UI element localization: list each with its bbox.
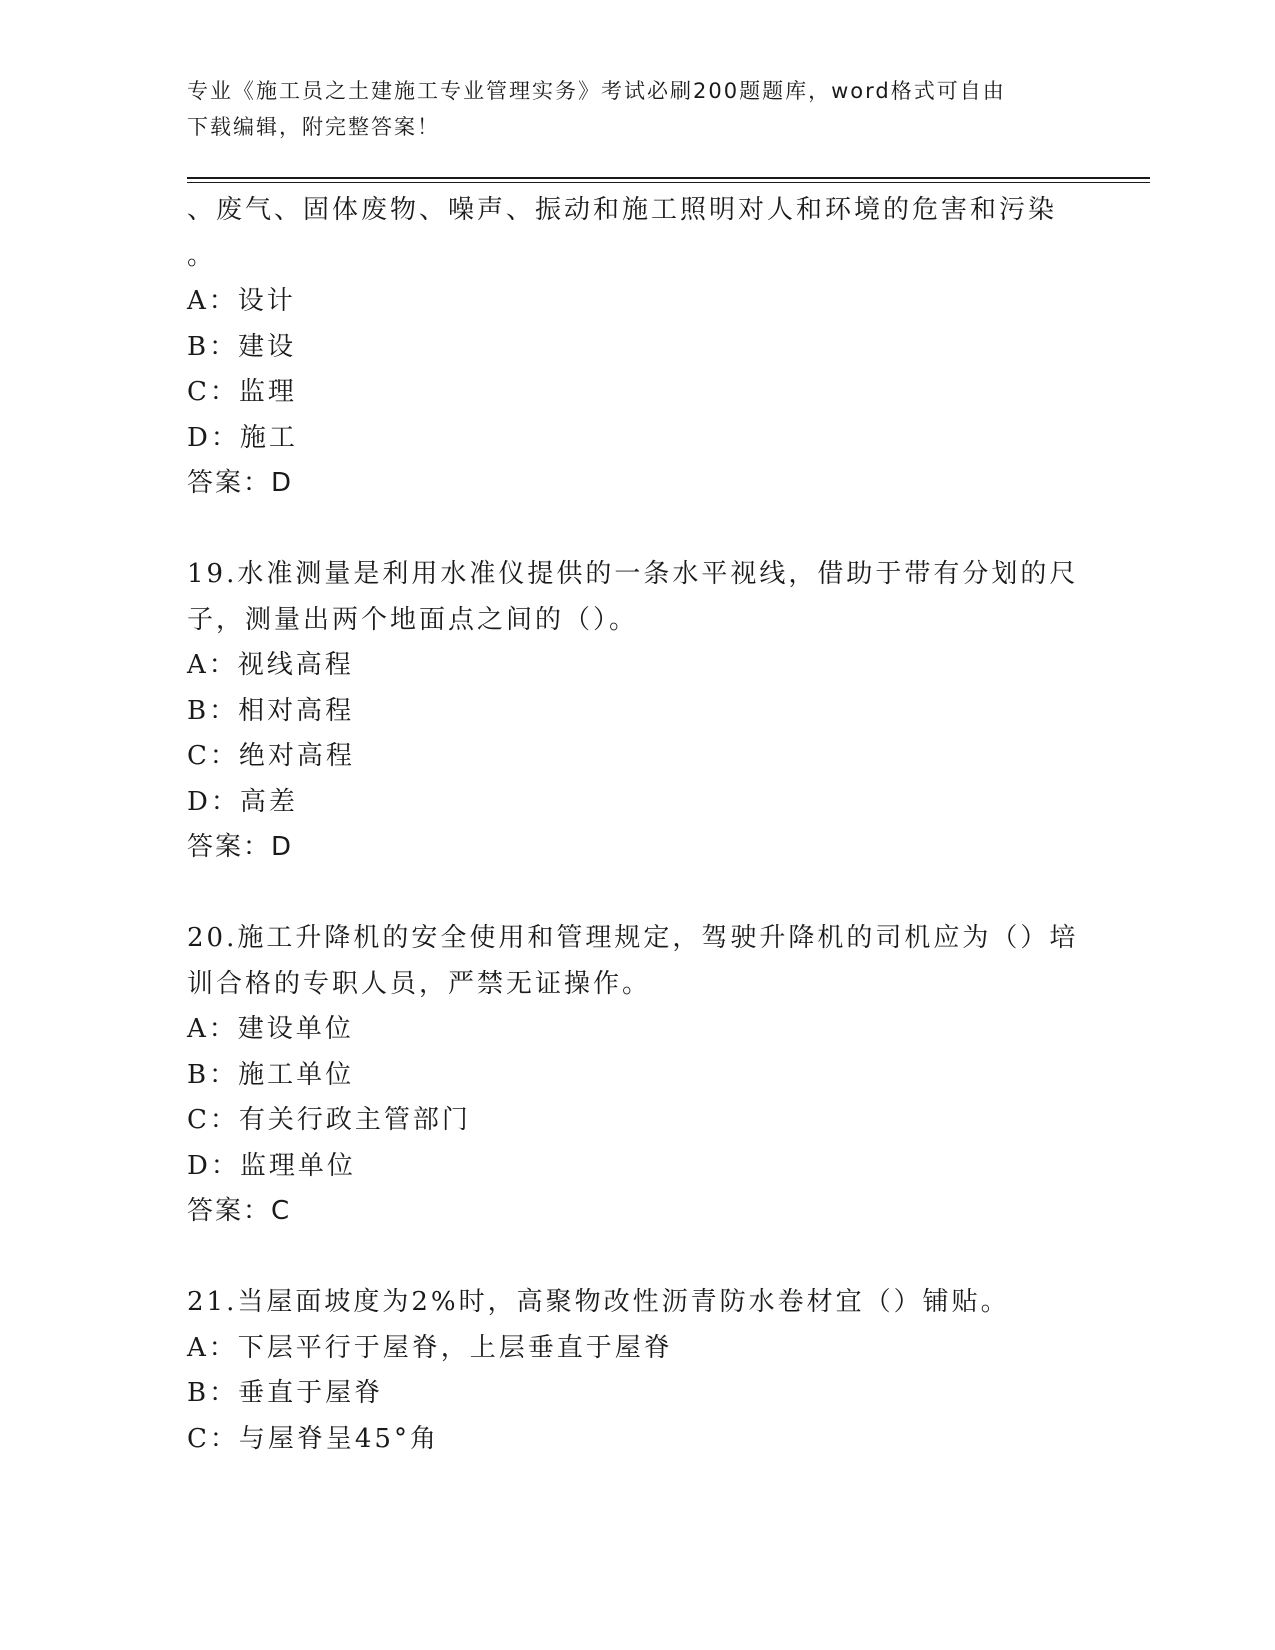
- header-line-2: 下载编辑，附完整答案！: [187, 115, 440, 139]
- question-content: [187, 188, 1087, 1462]
- question-19: [187, 552, 1087, 871]
- answer-label: 答案：D: [187, 468, 294, 498]
- question-20: [187, 916, 1087, 1235]
- option-c: C：有关行政主管部门: [187, 1105, 471, 1135]
- option-a: A：下层平行于屋脊，上层垂直于屋脊: [187, 1332, 673, 1363]
- option-a: A：建设单位: [187, 1014, 354, 1044]
- spacer: [187, 1235, 1087, 1281]
- answer-label: 答案：D: [187, 832, 294, 862]
- option-b: B：建设: [187, 331, 297, 362]
- header-divider-thin: [187, 182, 1150, 183]
- question-text-line: 20.施工升降机的安全使用和管理规定，驾驶升降机的司机应为（）培: [187, 923, 1079, 953]
- document-header: [187, 73, 1067, 145]
- option-c: C：监理: [187, 377, 297, 407]
- question-text-line: 。: [187, 240, 217, 271]
- option-c: C：绝对高程: [187, 741, 355, 771]
- question-text-line: 、废气、固体废物、噪声、振动和施工照明对人和环境的危害和污染: [187, 195, 1058, 225]
- option-b: B：相对高程: [187, 695, 355, 726]
- question-21: [187, 1280, 1087, 1462]
- option-d: D：监理单位: [187, 1150, 356, 1181]
- option-a: A：视线高程: [187, 650, 354, 680]
- option-b: B：垂直于屋脊: [187, 1378, 384, 1408]
- header-divider-thick: [187, 177, 1150, 179]
- spacer: [187, 507, 1087, 553]
- spacer: [187, 871, 1087, 917]
- question-text-line: 训合格的专职人员，严禁无证操作。: [187, 968, 652, 999]
- option-d: D：施工: [187, 422, 298, 453]
- question-fragment: [187, 188, 1087, 507]
- option-b: B：施工单位: [187, 1059, 355, 1090]
- question-text-line: 子，测量出两个地面点之间的（）。: [187, 604, 639, 635]
- question-text-line: 19.水准测量是利用水准仪提供的一条水平视线，借助于带有分划的尺: [187, 559, 1079, 589]
- header-line-1: 专业《施工员之土建施工专业管理实务》考试必刷200题题库，word格式可自由: [187, 79, 1006, 103]
- question-text-line: 21.当屋面坡度为2%时，高聚物改性沥青防水卷材宜（）铺贴。: [187, 1287, 1010, 1317]
- option-a: A：设计: [187, 286, 296, 316]
- option-d: D：高差: [187, 786, 298, 817]
- answer-label: 答案：C: [187, 1196, 292, 1226]
- option-c: C：与屋脊呈45°角: [187, 1423, 439, 1454]
